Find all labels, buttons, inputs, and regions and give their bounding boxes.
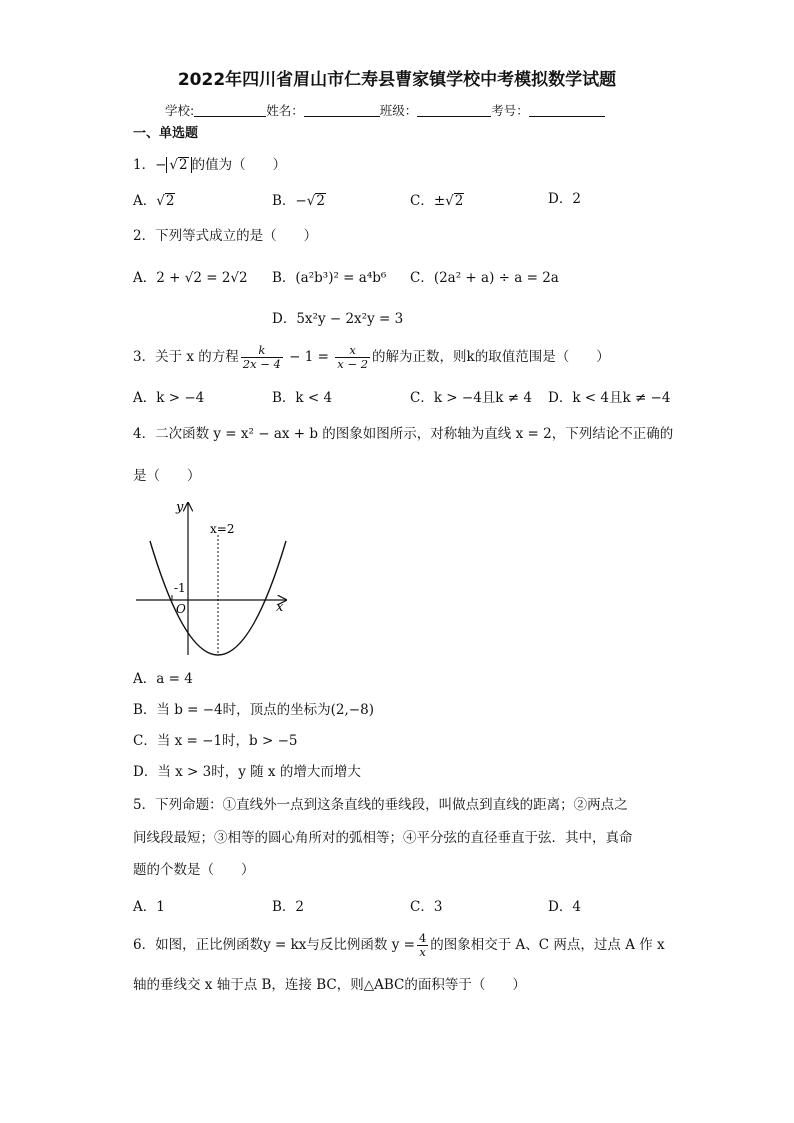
q3-fraction-2 [335,344,370,371]
question-6-line2: 轴的垂线交 x 轴于点 B，连接 BC，则△ABC的面积等于（ ） [133,977,526,993]
question-2-stem: 2．下列等式成立的是（ ） [133,228,318,244]
minus1-label: -1 [174,581,186,595]
q1-d-label: D． [548,191,573,207]
q6-fraction [417,932,428,959]
question-5-line3: 题的个数是（ ） [133,862,255,878]
q6-post: 的图象相交于 A、C 两点，过点 A 作 x [430,937,665,954]
q1-option-d[interactable] [548,193,581,207]
class-blank [417,104,491,117]
x-axis-label: x [276,600,284,615]
q1-option-b[interactable]: B．−√2 [272,193,325,209]
q5-option-a[interactable]: A．1 [133,899,165,915]
number-blank [529,104,605,117]
q1-a-radicand: 2 [165,193,175,209]
symmetry-axis-label: x=2 [210,522,235,536]
question-4-stem-line1: 4．二次函数 y = x² − ax + b 的图象如图所示，对称轴为直线 x = 2，下列结论不正确的 [133,426,674,442]
q1-abs: √2 [166,157,191,173]
q1-minus: − [155,157,167,173]
q3-option-b[interactable]: B．k < 4 [272,390,333,406]
q4-option-c[interactable]: C．当 x = −1时，b > −5 [133,733,298,749]
q4-option-b[interactable]: B．当 b = −4时，顶点的坐标为(2,−8) [133,702,374,718]
page-title: 2022年四川省眉山市仁寿县曹家镇学校中考模拟数学试题 [177,70,617,90]
q6-pre: 6．如图，正比例函数y = kx与反比例函数 y = [133,937,415,954]
q1-b-radicand: 2 [316,193,325,209]
y-axis-label: y [176,500,184,515]
q3-option-c[interactable]: C．k > −4且k ≠ 4 [410,390,532,406]
q1-b-sign: − [295,193,307,209]
q1-number: 1． [133,157,156,173]
q1-option-a[interactable]: A．√2 [133,193,175,209]
q1-d-value: 2 [572,191,581,207]
school-blank [194,104,266,117]
q6-frac-den: x [419,945,426,960]
question-5-line1: 5．下列命题：①直线外一点到这条直线的垂线段，叫做点到直线的距离；②两点之 [133,797,628,813]
q5-option-b[interactable]: B．2 [272,899,305,915]
q1-a-label: A． [133,193,157,209]
q1-c-sign: ± [433,193,446,209]
section-heading: 一、单选题 [133,126,199,141]
parabola-curve [150,541,286,655]
question-4-stem-line2: 是（ ） [133,468,201,484]
q3-post: 的解为正数，则k的取值范围是（ ） [372,349,610,366]
q5-option-d[interactable]: D．4 [548,899,581,915]
question-1-stem [133,157,286,173]
q2-option-b[interactable]: B．(a²b³)² = a⁴b⁶ [272,270,387,286]
school-label: 学校: [165,103,195,118]
q1-c-radicand: 2 [454,193,464,209]
q3-fraction-1 [241,344,283,371]
question-6-line1 [133,932,665,959]
name-blank [304,104,380,117]
q2-option-c[interactable]: C．(2a² + a) ÷ a = 2a [410,270,559,286]
q1-b-label: B． [272,193,296,209]
q3-frac2-den: x − 2 [337,357,369,372]
question-3-stem [133,344,610,371]
number-label: 考号： [491,103,529,118]
q3-frac1-num: k [241,344,283,358]
q5-option-c[interactable]: C．3 [410,899,443,915]
q1-tail: 的值为（ ） [191,157,287,173]
name-label: 姓名： [266,103,304,118]
q4-option-a[interactable]: A．a = 4 [133,671,193,687]
q3-frac1-den: 2x − 4 [242,357,281,372]
q3-frac2-num: x [335,344,370,358]
q3-option-d[interactable]: D．k < 4且k ≠ −4 [548,390,671,406]
q2-option-d[interactable]: D．5x²y − 2x²y = 3 [272,311,404,327]
q6-frac-num: 4 [418,931,427,945]
question-5-line2: 间线段最短；③相等的圆心角所对的弧相等；④平分弦的直径垂直于弦．其中，真命 [133,830,633,846]
q4-parabola-graph [130,495,300,665]
q4-option-d[interactable]: D．当 x > 3时，y 随 x 的增大而增大 [133,764,361,780]
q2-option-a[interactable]: A．2 + √2 = 2√2 [133,270,248,286]
student-info-row [165,104,605,118]
q3-option-a[interactable]: A．k > −4 [133,390,205,406]
q3-mid: − 1 = [284,349,334,366]
q1-radicand: 2 [179,157,188,173]
q1-c-label: C． [410,193,434,209]
origin-label: O [176,602,186,616]
q3-pre: 3．关于 x 的方程 [133,349,239,366]
q1-option-c[interactable]: C．±√2 [410,193,464,209]
class-label: 班级： [379,103,418,118]
